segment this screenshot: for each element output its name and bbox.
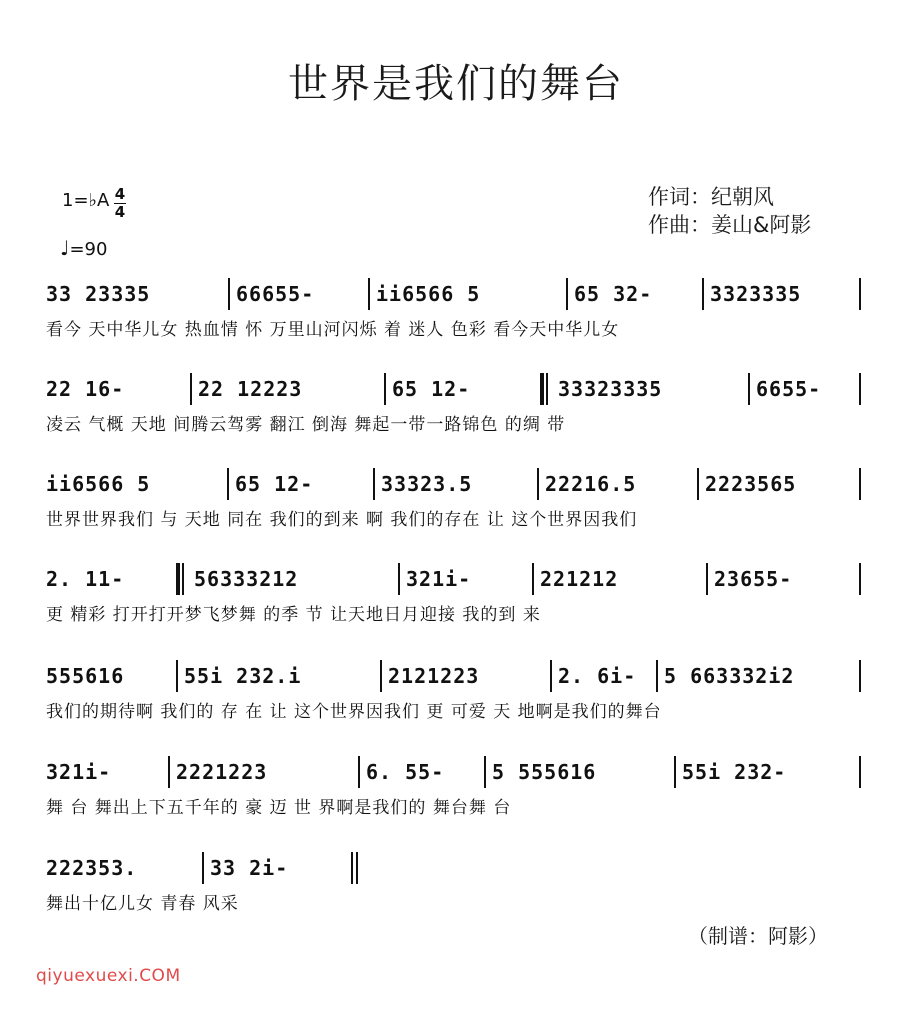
measure: 33 2i- — [204, 852, 358, 884]
tempo-mark — [60, 236, 107, 260]
measure: 6. 55- — [360, 756, 486, 788]
measure: 65 12- — [229, 468, 375, 500]
measure: 555616 — [46, 660, 178, 692]
quarter-note-icon: ♩ — [60, 236, 70, 260]
lyrics-line: 舞 台 舞出上下五千年的 豪 迈 世 界啊是我们的 舞台舞 台 — [46, 798, 512, 818]
time-top: 4 — [114, 185, 126, 203]
measure: 22 16- — [46, 373, 192, 405]
measure: 22216.5 — [539, 468, 699, 500]
lyrics-line: 看今 天中华儿女 热血情 怀 万里山河闪烁 着 迷人 色彩 看今天中华儿女 — [46, 320, 620, 340]
lyrics-line: 舞出十亿儿女 青春 风采 — [46, 894, 239, 914]
measure: 2. 11- — [46, 563, 178, 595]
measure: 55i 232.i — [178, 660, 382, 692]
score-row-4 — [46, 563, 861, 627]
credits — [648, 183, 811, 239]
site-watermark: qiyuexuexi.COM — [36, 966, 181, 986]
measure: 3323335 — [704, 278, 861, 310]
lyrics-line: 凌云 气概 天地 间腾云驾雾 翻江 倒海 舞起一带一路锦色 的绸 带 — [46, 415, 566, 435]
measure: 23655- — [708, 563, 861, 595]
measure: 56333212 — [178, 563, 400, 595]
measure: ii6566 5 — [46, 468, 229, 500]
key-signature: 1=♭A — [62, 190, 110, 211]
measure: ii6566 5 — [370, 278, 568, 310]
tempo-value: =90 — [69, 239, 108, 260]
measure: 66655- — [230, 278, 370, 310]
measure: 33 23335 — [46, 278, 230, 310]
measure: 222353. — [46, 852, 204, 884]
lyrics-line: 更 精彩 打开打开梦飞梦舞 的季 节 让天地日月迎接 我的到 来 — [46, 605, 541, 625]
measure: 55i 232- — [676, 756, 861, 788]
measure: 5 555616 — [486, 756, 676, 788]
lyricist: 作词：纪朝风 — [648, 185, 774, 209]
measure: 2. 6i- — [552, 660, 658, 692]
score-row-1 — [46, 278, 861, 342]
score-row-2 — [46, 373, 861, 437]
measure: 321i- — [46, 756, 170, 788]
measure: 2221223 — [170, 756, 360, 788]
measure: 65 12- — [386, 373, 542, 405]
lyrics-line: 世界世界我们 与 天地 同在 我们的到来 啊 我们的存在 让 这个世界因我们 — [46, 510, 638, 530]
measure: 5 663332i2 — [658, 660, 861, 692]
lyrics-line: 我们的期待啊 我们的 存 在 让 这个世界因我们 更 可爱 天 地啊是我们的舞台 — [46, 702, 662, 722]
measure: 33323335 — [542, 373, 750, 405]
measure: 6655- — [750, 373, 861, 405]
time-bottom: 4 — [114, 203, 126, 221]
score-row-3 — [46, 468, 861, 532]
measure: 33323.5 — [375, 468, 539, 500]
time-signature — [113, 186, 127, 221]
measure: 321i- — [400, 563, 534, 595]
measure: 221212 — [534, 563, 708, 595]
transcriber-credit: （制谱：阿影） — [688, 924, 828, 948]
score-row-7 — [46, 852, 366, 916]
measure: 2121223 — [382, 660, 552, 692]
measure: 22 12223 — [192, 373, 386, 405]
measure: 65 32- — [568, 278, 704, 310]
composer: 作曲：姜山&阿影 — [648, 213, 812, 237]
score-row-5 — [46, 660, 861, 724]
score-row-6 — [46, 756, 861, 820]
song-title: 世界是我们的舞台 — [288, 61, 624, 107]
measure: 2223565 — [699, 468, 861, 500]
